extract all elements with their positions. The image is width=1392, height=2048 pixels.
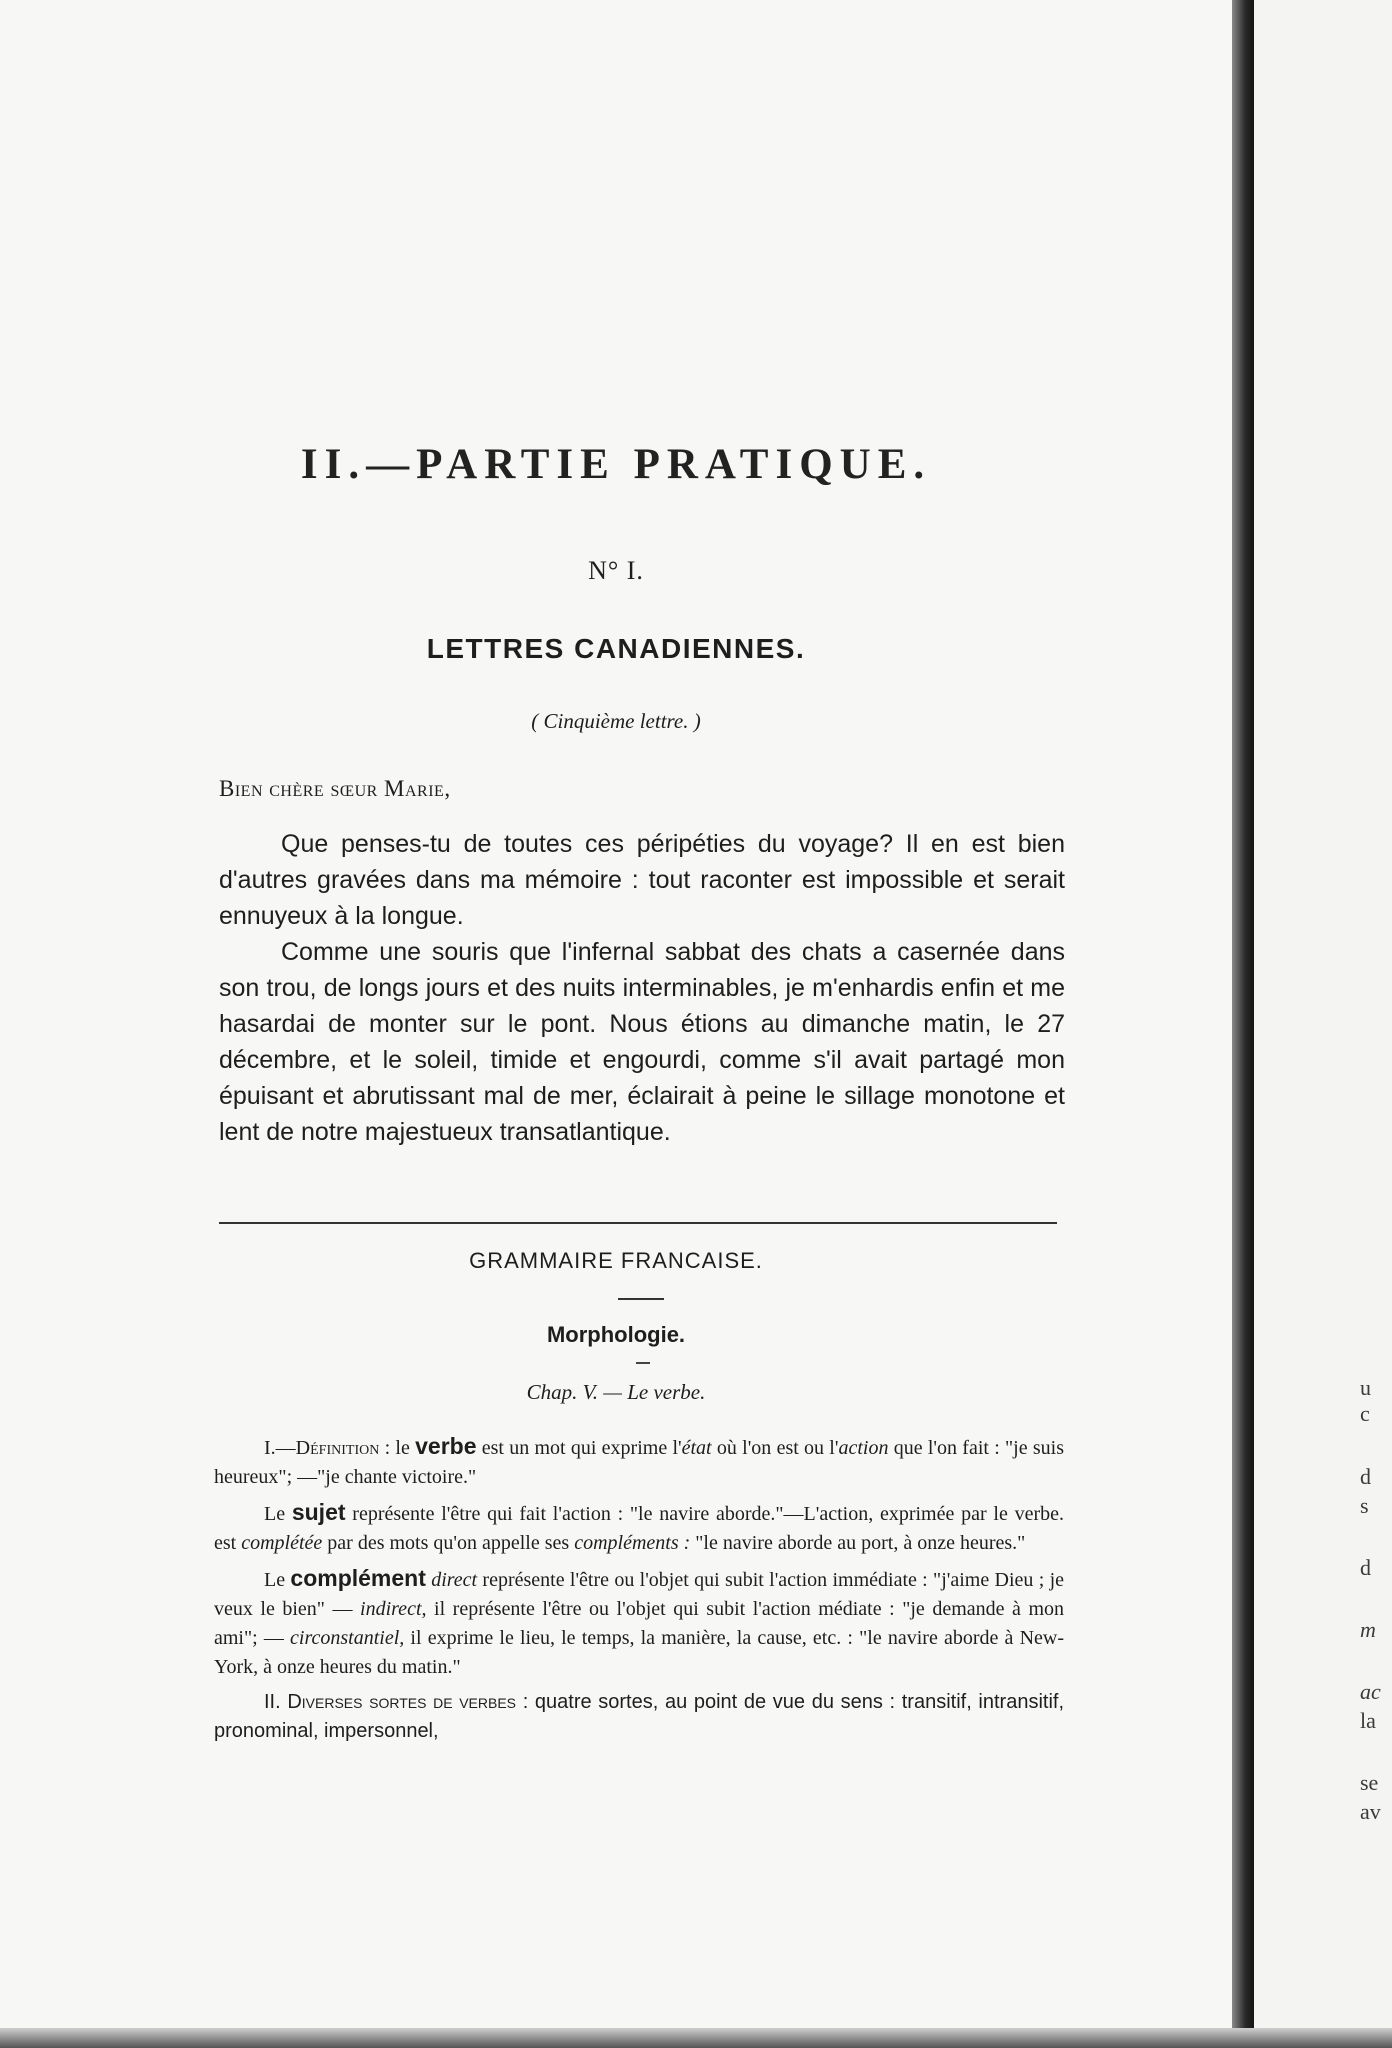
- italic-term: direct: [431, 1569, 478, 1591]
- grammar-subtitle: Morphologie.: [546, 1322, 686, 1347]
- italic-term: circonstantiel,: [290, 1627, 405, 1649]
- binding-gutter: [1232, 0, 1254, 2048]
- adjacent-page-fragment: av: [1360, 1799, 1381, 1824]
- text-run: représente l'être qui fait l'action : "le navire aborde."—L'action, exprimée par le verbe. est: [214, 1503, 1064, 1554]
- keyword: complément: [290, 1565, 426, 1591]
- text-run: Le: [264, 1569, 291, 1591]
- paragraph-label: Diverses sortes de verbes: [287, 1691, 517, 1713]
- text-run: il exprime le lieu, le temps, la manière, la cause, etc. : "le navire aborde à New-York, à onze heures du matin.": [214, 1627, 1065, 1678]
- paragraph-label: Définition: [295, 1437, 380, 1459]
- text-run: est un mot qui exprime l': [476, 1437, 682, 1459]
- adjacent-page-fragment: c: [1360, 1401, 1370, 1426]
- keyword: sujet: [291, 1499, 346, 1525]
- adjacent-page-fragment: d: [1360, 1555, 1371, 1580]
- section-divider: [219, 1222, 1057, 1224]
- italic-term: compléments :: [574, 1532, 691, 1554]
- grammar-paragraph-definition: [214, 1432, 1064, 1492]
- text-run: représente l'être ou l'objet qui subit l'action immédiate : "j'aime Dieu ; je veux le bien" —: [214, 1569, 1065, 1620]
- text-run: Le: [264, 1503, 292, 1525]
- tiny-divider: [636, 1362, 650, 1364]
- adjacent-page-fragment: la: [1360, 1708, 1376, 1733]
- text-run: il représente l'être ou l'objet qui subit l'action médiate : "je demande à mon ami"; —: [214, 1598, 1064, 1649]
- adjacent-page-fragment: u: [1360, 1375, 1371, 1400]
- grammar-paragraph-sortes: [214, 1688, 1064, 1746]
- letter-body: [219, 826, 1065, 1150]
- letter-salutation: Bien chère sœur Marie,: [219, 776, 451, 801]
- italic-term: complétée: [241, 1532, 323, 1554]
- text-run: : le: [379, 1437, 416, 1459]
- grammar-title: GRAMMAIRE FRANCAISE.: [469, 1248, 763, 1273]
- short-divider: [618, 1298, 664, 1300]
- text-run: que l'on fait : "je suis heureux"; —"je chante victoire.": [214, 1437, 1064, 1488]
- text-run: où l'on est ou l': [711, 1437, 839, 1459]
- text-run: : quatre sortes, au point de vue du sens : transitif, intransitif, pronominal, impersonnel,: [214, 1691, 1064, 1742]
- letter-subtitle: ( Cinquième lettre. ): [531, 709, 701, 733]
- paragraph-lead: I.—: [264, 1437, 296, 1459]
- grammar-paragraph-sujet: [214, 1498, 1064, 1558]
- page-title: II.—PARTIE PRATIQUE.: [300, 441, 932, 488]
- adjacent-page-fragment: ac: [1360, 1679, 1381, 1704]
- section-number: N° I.: [588, 556, 644, 585]
- italic-term: état: [681, 1437, 712, 1459]
- letter-paragraph: Comme une souris que l'infernal sabbat des chats a casernée dans son trou, de longs jours et des nuits interminables, je m'enhardis enfin et me hasardai de monter sur le pont. Nous étions au dimanche matin, le 27 décembre, et le soleil, timide et engourdi, comme s'il avait partagé mon épuisant et abrutissant mal de mer, éclairait à peine le sillage monotone et lent de notre majestueux transatlantique.: [219, 938, 1065, 1146]
- italic-term: indirect,: [360, 1598, 427, 1620]
- adjacent-page-fragment: se: [1360, 1770, 1379, 1795]
- grammar-paragraph-complement: [214, 1564, 1064, 1682]
- section-title: LETTRES CANADIENNES.: [426, 633, 806, 664]
- adjacent-page: [1254, 0, 1392, 2048]
- paragraph-lead: II.: [264, 1691, 288, 1713]
- italic-term: action: [838, 1437, 889, 1459]
- adjacent-page-fragment: d: [1360, 1464, 1371, 1489]
- text-run: "le navire aborde au port, à onze heures.": [690, 1532, 1026, 1554]
- adjacent-page-fragment: m: [1360, 1617, 1376, 1642]
- grammar-body: [214, 1432, 1064, 1752]
- adjacent-page-fragment: s: [1360, 1493, 1369, 1518]
- chapter-heading: Chap. V. — Le verbe.: [526, 1380, 706, 1404]
- text-run: par des mots qu'on appelle ses: [322, 1532, 575, 1554]
- keyword: verbe: [415, 1433, 477, 1459]
- letter-paragraph: Que penses-tu de toutes ces péripéties du voyage? Il en est bien d'autres gravées dans ma mémoire : tout raconter est impossible et serait ennuyeux à la longue.: [219, 830, 1065, 930]
- scan-bottom-edge: [0, 2028, 1392, 2048]
